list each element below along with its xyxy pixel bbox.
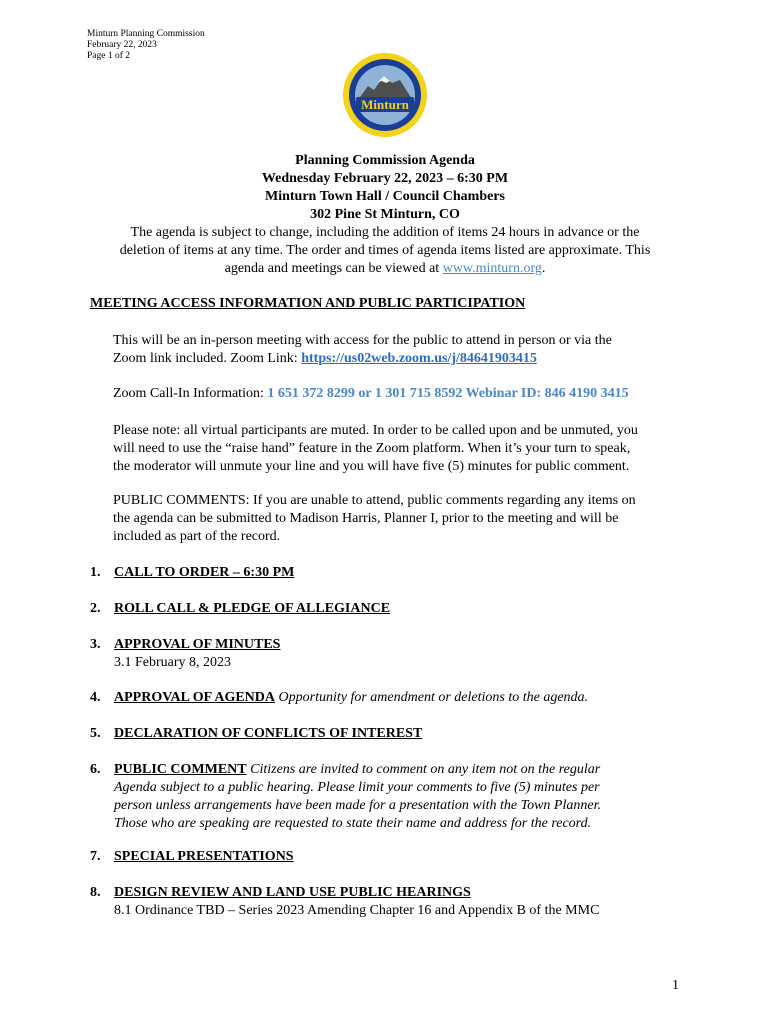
agenda-item: 8. DESIGN REVIEW AND LAND USE PUBLIC HEARINGS 8.1 Ordinance TBD – Series 2023 Amending Chapter 16 and Appendix B of the MMC — [90, 884, 670, 920]
agenda-item-description: Citizens are invited to comment on any item not on the regular — [250, 762, 601, 777]
document-header — [87, 29, 205, 62]
agenda-item-heading: PUBLIC COMMENT — [114, 762, 247, 777]
meeting-location: Minturn Town Hall / Council Chambers — [265, 189, 505, 204]
notice-line: deletion of items at any time. The order and times of agenda items listed are approximate. This — [119, 243, 651, 258]
agenda-item: 4. APPROVAL OF AGENDA Opportunity for amendment or deletions to the agenda. — [90, 690, 589, 705]
agenda-item: 2. ROLL CALL & PLEDGE OF ALLEGIANCE — [90, 601, 391, 616]
notice-line: The agenda is subject to change, including the addition of items 24 hours in advance or the — [130, 225, 640, 240]
agenda-item-heading: APPROVAL OF AGENDA — [114, 690, 276, 705]
notice-line: agenda and meetings can be viewed at www.minturn.org. — [224, 261, 546, 276]
agenda-item-heading: CALL TO ORDER – 6:30 PM — [114, 565, 295, 580]
agenda-item: 6. PUBLIC COMMENT Citizens are invited to comment on any item not on the regular Agenda subject to a public hearing. Please limit your comments to five (5) minutes per person unless arrangements have been made for a presentation with the Town Planner. Those who are speaking are requested to state their name and address for the record. — [90, 762, 601, 831]
agenda-item-heading: ROLL CALL & PLEDGE OF ALLEGIANCE — [114, 601, 391, 616]
minturn-logo — [342, 52, 428, 138]
header-date: February 22, 2023 — [87, 40, 157, 50]
call-in-numbers: 1 651 372 8299 or 1 301 715 8592 Webinar ID: 846 4190 3415 — [267, 386, 629, 401]
access-section-heading: MEETING ACCESS INFORMATION AND PUBLIC PARTICIPATION — [90, 296, 526, 311]
agenda-subitem: 3.1 February 8, 2023 — [114, 655, 232, 670]
agenda-item-heading: DECLARATION OF CONFLICTS OF INTEREST — [114, 726, 423, 741]
agenda-item-description: Opportunity for amendment or deletions to the agenda. — [278, 690, 589, 705]
agenda-item: 7. SPECIAL PRESENTATIONS — [90, 849, 294, 864]
agenda-title: Planning Commission Agenda — [295, 153, 475, 168]
agenda-item: 3. APPROVAL OF MINUTES 3.1 February 8, 2023 — [90, 636, 670, 672]
meeting-datetime: Wednesday February 22, 2023 – 6:30 PM — [261, 171, 509, 186]
agenda-item-heading: DESIGN REVIEW AND LAND USE PUBLIC HEARINGS — [114, 885, 471, 900]
agenda-item: 5. DECLARATION OF CONFLICTS OF INTEREST — [90, 726, 423, 741]
header-page: Page 1 of 2 — [87, 51, 131, 61]
meeting-address: 302 Pine St Minturn, CO — [310, 207, 460, 222]
agenda-item-heading: SPECIAL PRESENTATIONS — [114, 849, 294, 864]
zoom-link[interactable]: https://us02web.zoom.us/j/84641903415 — [301, 351, 537, 366]
call-in-paragraph: Zoom Call-In Information: 1 651 372 8299 or 1 301 715 8592 Webinar ID: 846 4190 3415 — [113, 386, 629, 401]
svg-text:Minturn: Minturn — [361, 97, 409, 112]
agenda-title-block — [80, 152, 690, 278]
page-number: 1 — [672, 978, 679, 993]
website-link[interactable]: www.minturn.org — [442, 261, 542, 276]
agenda-subitem: 8.1 Ordinance TBD – Series 2023 Amending Chapter 16 and Appendix B of the MMC — [114, 903, 600, 918]
access-paragraph: This will be an in-person meeting with access for the public to attend in person or via the Zoom link included. Zoom Link: https://us02web.zoom.us/j/84641903415 — [113, 333, 612, 366]
virtual-note-paragraph: Please note: all virtual participants are muted. In order to be called upon and be unmuted, you will need to use the “raise hand” feature in the Zoom platform. When it’s your turn to speak, the moderator will unmute your line and you will have five (5) minutes for public comment. — [113, 423, 638, 474]
agenda-item-heading: APPROVAL OF MINUTES — [114, 637, 281, 652]
public-comments-paragraph: PUBLIC COMMENTS: If you are unable to attend, public comments regarding any items on the agenda can be submitted to Madison Harris, Planner I, prior to the meeting and will be included as part of the record. — [113, 493, 636, 544]
agenda-item: 1. CALL TO ORDER – 6:30 PM — [90, 565, 295, 580]
header-org: Minturn Planning Commission — [87, 29, 205, 39]
